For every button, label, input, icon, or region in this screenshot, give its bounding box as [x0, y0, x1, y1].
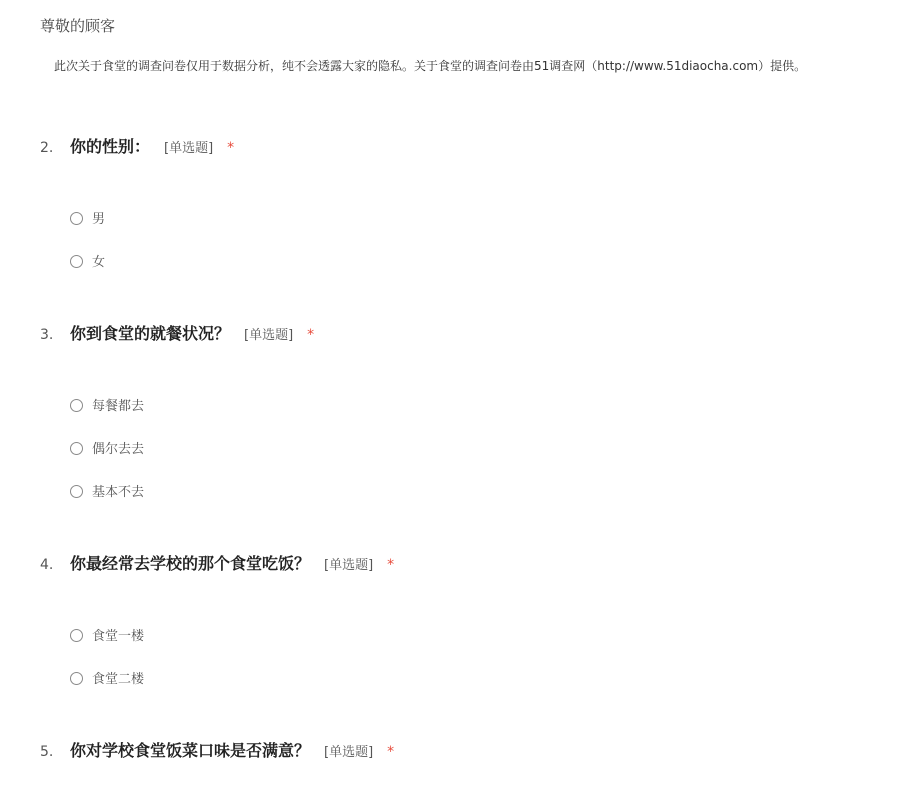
option-label[interactable]: 女 [92, 254, 106, 270]
question-title [70, 136, 234, 160]
question-number: 3. [40, 327, 54, 343]
question-number: 5. [40, 744, 54, 760]
option-rarely[interactable] [70, 471, 144, 514]
radio-icon[interactable] [70, 629, 83, 642]
required-marker: * [227, 140, 235, 156]
option-occasionally[interactable] [70, 428, 144, 471]
radio-icon[interactable] [70, 255, 83, 268]
question-type-badge: [单选题] [324, 558, 374, 573]
question-number: 2. [40, 140, 54, 156]
question-gender [0, 136, 900, 270]
question-dining-frequency [0, 323, 900, 500]
question-title [70, 740, 394, 764]
question-type-badge: [单选题] [164, 141, 214, 156]
option-every-meal[interactable] [70, 385, 144, 428]
question-favorite-canteen [0, 553, 900, 687]
required-marker: * [387, 557, 395, 573]
question-taste-satisfaction [0, 740, 900, 764]
question-title-text: 你的性别： [70, 137, 151, 156]
question-title [70, 323, 314, 347]
option-list [70, 198, 105, 284]
question-title-text: 你对学校食堂饭菜口味是否满意？ [70, 741, 311, 760]
question-title-text: 你最经常去学校的那个食堂吃饭？ [70, 554, 311, 573]
option-label[interactable]: 食堂二楼 [92, 671, 145, 687]
survey-intro: 此次关于食堂的调查问卷仅用于数据分析，纯不会透露大家的隐私。关于食堂的调查问卷由51调查网（http://www.51diaocha.com）提供。 [54, 59, 807, 73]
option-label[interactable]: 偶尔去去 [92, 441, 145, 457]
survey-greeting: 尊敬的顾客 [40, 17, 116, 35]
question-title [70, 553, 394, 577]
question-title-text: 你到食堂的就餐状况？ [70, 324, 231, 343]
required-marker: * [307, 327, 315, 343]
option-label[interactable]: 男 [92, 211, 106, 227]
option-second-floor[interactable] [70, 658, 144, 701]
radio-icon[interactable] [70, 442, 83, 455]
option-male[interactable] [70, 198, 105, 241]
option-list [70, 615, 144, 701]
option-label[interactable]: 每餐都去 [92, 398, 145, 414]
radio-icon[interactable] [70, 672, 83, 685]
radio-icon[interactable] [70, 485, 83, 498]
option-first-floor[interactable] [70, 615, 144, 658]
option-label[interactable]: 食堂一楼 [92, 628, 145, 644]
question-type-badge: [单选题] [324, 745, 374, 760]
question-type-badge: [单选题] [244, 328, 294, 343]
radio-icon[interactable] [70, 212, 83, 225]
option-label[interactable]: 基本不去 [92, 484, 145, 500]
question-number: 4. [40, 557, 54, 573]
option-list [70, 385, 144, 514]
radio-icon[interactable] [70, 399, 83, 412]
option-female[interactable] [70, 241, 105, 284]
required-marker: * [387, 744, 395, 760]
